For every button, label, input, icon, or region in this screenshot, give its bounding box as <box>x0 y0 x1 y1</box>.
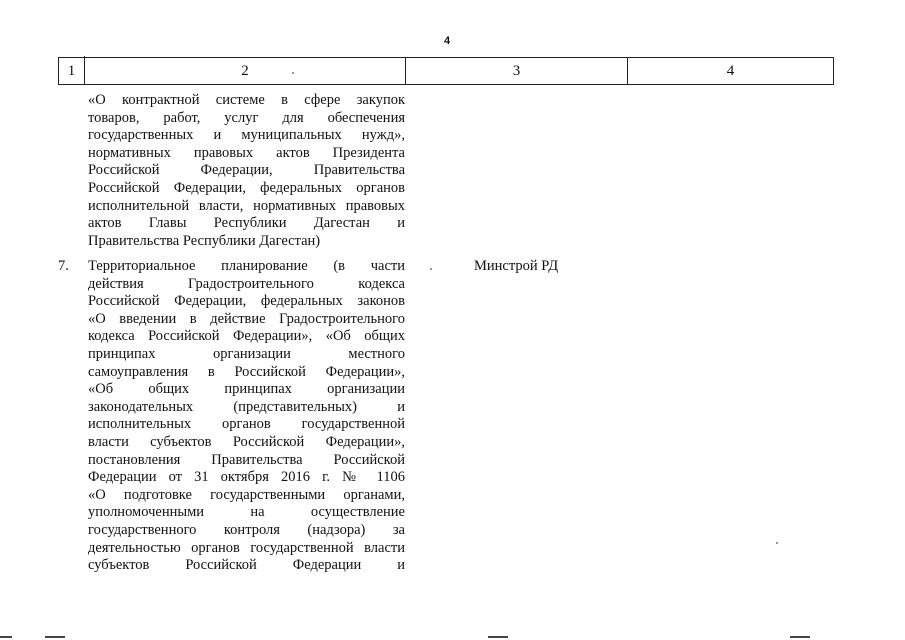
text-line: законодательных (представительных) и <box>88 398 405 415</box>
text-line: «О подготовке государственными органами, <box>88 486 405 503</box>
text-line: Федерации от 31 октября 2016 г. № 1106 <box>88 469 405 486</box>
text-line: субъектов Российской Федерации и <box>88 557 405 574</box>
text-line: актов Главы Республики Дагестан и <box>88 215 405 232</box>
text-line: государственных и муниципальных нужд», <box>88 127 405 144</box>
scan-artifact-line <box>0 636 12 638</box>
text-line: исполнительной власти, нормативных правовых <box>88 197 405 214</box>
text-line: Правительства Республики Дагестан) <box>88 232 321 249</box>
text-line: «Об общих принципах организации <box>88 381 405 398</box>
column-header-3: 3 <box>406 58 628 84</box>
table-header-row <box>58 57 834 85</box>
text-line: кодекса Российской Федерации», «Об общих <box>88 328 405 345</box>
item-number: 7. <box>58 258 69 274</box>
text-line: Российской Федерации, федеральных законов <box>88 293 405 310</box>
text-line: уполномоченными на осуществление <box>88 504 405 521</box>
executor-cell: Минстрой РД <box>474 258 559 274</box>
text-line: нормативных правовых актов Президента <box>88 144 405 161</box>
item-7-text <box>88 258 405 575</box>
scan-artifact-line <box>45 636 65 638</box>
page-number: 4 <box>443 35 451 47</box>
text-line: Российской Федерации, Правительства <box>88 162 405 179</box>
text-line: самоуправления в Российской Федерации», <box>88 363 405 380</box>
text-line: принципах организации местного <box>88 345 405 362</box>
text-line: государственного контроля (надзора) за <box>88 521 405 538</box>
column-header-4: 4 <box>726 63 735 79</box>
column-header-2: 2 <box>85 58 406 84</box>
text-line: Российской Федерации, федеральных органов <box>88 179 405 196</box>
scan-artifact-line <box>790 636 810 638</box>
text-line: действия Градостроительного кодекса <box>88 275 405 292</box>
text-line: «О введении в действие Градостроительного <box>88 310 405 327</box>
scan-artifact-line <box>488 636 508 638</box>
text-line: власти субъектов Российской Федерации», <box>88 433 405 450</box>
text-line: товаров, работ, услуг для обеспечения <box>88 109 405 126</box>
continued-item-text <box>88 92 405 250</box>
text-line: деятельностью органов государственной власти <box>88 539 405 556</box>
column-header-1: 1 <box>59 58 85 84</box>
text-line: Территориальное планирование (в части <box>88 258 405 274</box>
scan-speck <box>430 268 432 270</box>
text-line: исполнительных органов государственной <box>88 416 405 433</box>
scan-speck <box>292 72 294 74</box>
text-line: постановления Правительства Российской <box>88 451 405 468</box>
text-line: «О контрактной системе в сфере закупок <box>88 92 405 108</box>
scan-speck <box>776 542 778 544</box>
